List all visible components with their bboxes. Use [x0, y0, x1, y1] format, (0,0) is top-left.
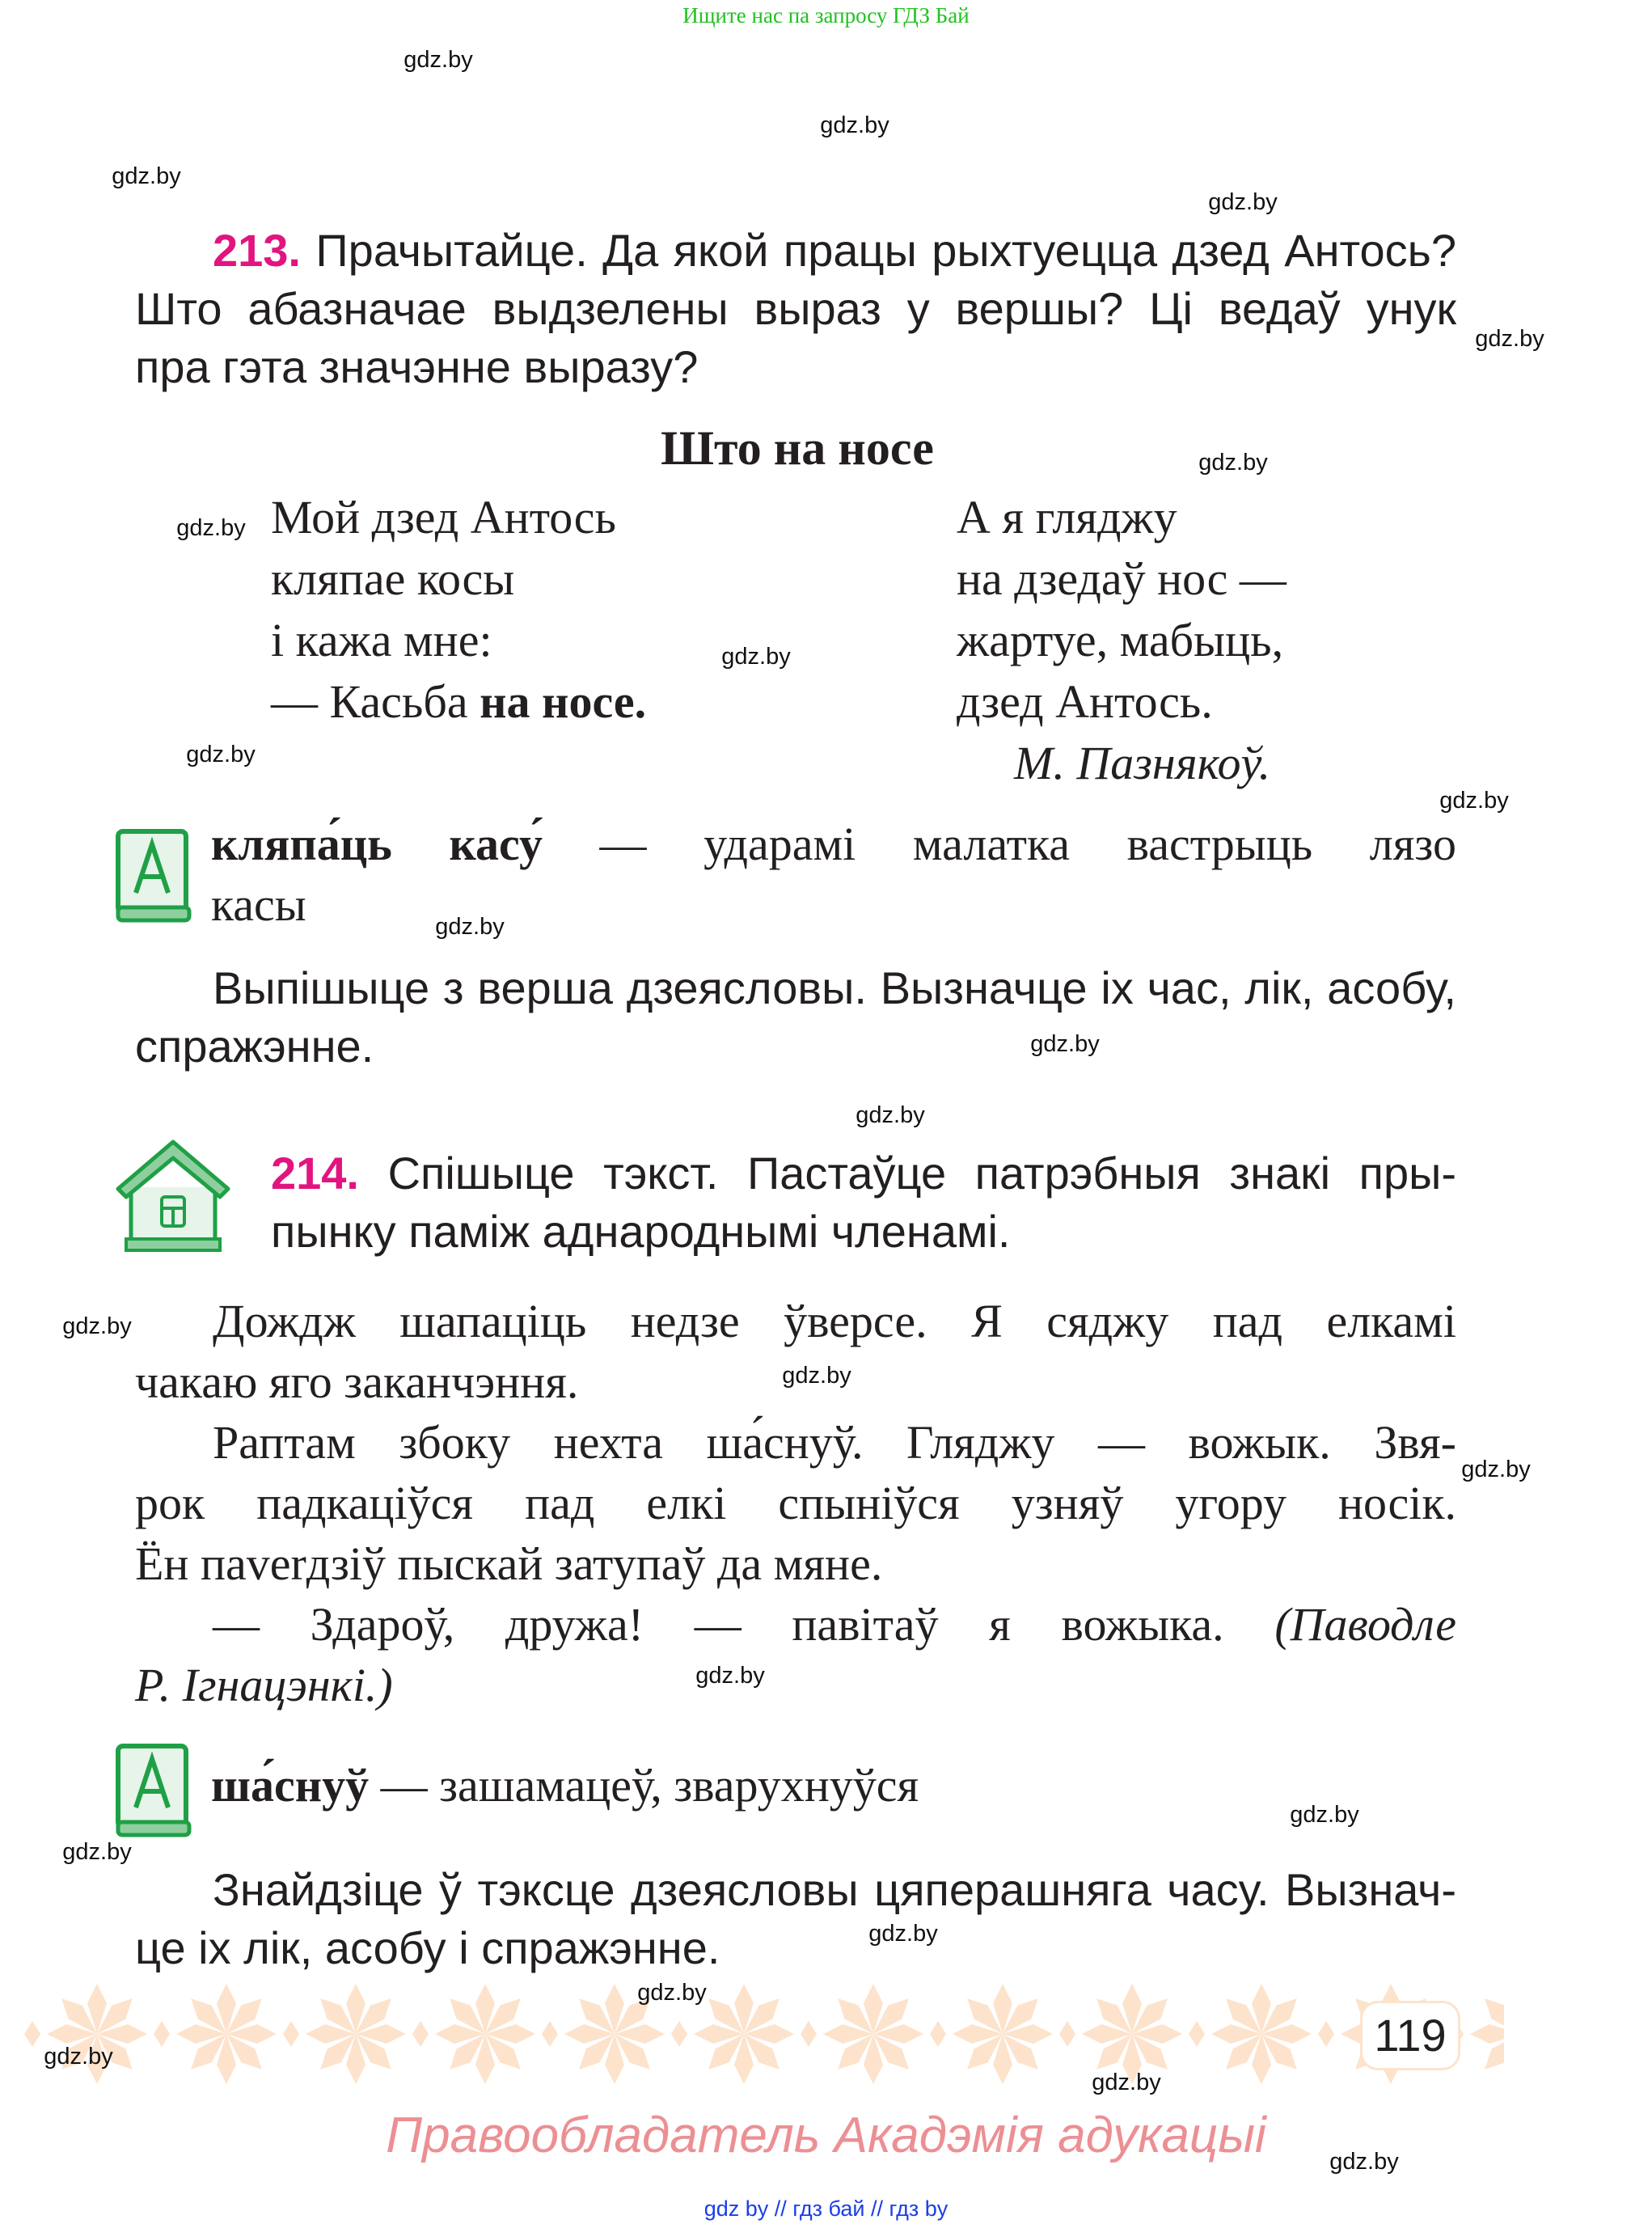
instruction-text: Спішыце тэкст. Пастаўце патрэбныя знакі пры- — [387, 1148, 1457, 1199]
text-line: Раптам збоку нехта ша́снуў. Гляджу — вожык. Звя- — [213, 1416, 1456, 1469]
glossary-entry-2 — [211, 1755, 1456, 1816]
watermark: gdz.by — [637, 1980, 707, 2006]
glossary-definition: — зашамацеў, зварухнуўся — [369, 1759, 919, 1812]
ornament-star — [435, 1984, 535, 2084]
dictionary-book-icon — [115, 828, 192, 925]
watermark: gdz.by — [176, 515, 246, 541]
watermark: gdz.by — [1030, 1031, 1100, 1057]
ornament-star — [306, 1984, 406, 2084]
watermark: gdz.by — [1475, 326, 1544, 352]
exercise-213-instructions — [135, 222, 1456, 396]
page-number: 119 — [1360, 2001, 1460, 2070]
exercise-number: 213. — [213, 225, 301, 276]
instruction-line: пра гэта значэнне выразу? — [135, 341, 699, 392]
search-hint-link[interactable]: Ищите нас па запросу ГДЗ Бай — [682, 3, 970, 27]
poem-line: дзед Антось. — [957, 675, 1213, 728]
instruction-text: Прачытайце. Да якой працы рыхтуецца дзед Антось? — [315, 225, 1457, 276]
ornament-star — [953, 1984, 1053, 2084]
ornament-diamond — [24, 2021, 40, 2047]
exercise-214-instructions — [271, 1144, 1456, 1261]
folk-ornament-band — [0, 1981, 1504, 2087]
instruction-line: Што абазначае выдзелены выраз у вершы? Ці ведаў унук — [135, 283, 1456, 334]
watermark: gdz.by — [435, 914, 505, 940]
watermark: gdz.by — [1439, 788, 1509, 814]
ornament-diamond — [283, 2021, 299, 2047]
exercise-number: 214. — [271, 1148, 359, 1199]
ornament-diamond — [542, 2021, 558, 2047]
text-line — [135, 1594, 1456, 1655]
watermark: gdz.by — [62, 1313, 132, 1339]
ornament-diamond — [671, 2021, 687, 2047]
highlighted-phrase: на носе. — [480, 675, 647, 728]
watermark: gdz.by — [403, 47, 473, 73]
task-line: Знайдзіце ў тэксце дзеясловы цяперашняга часу. Вызнач- — [213, 1864, 1456, 1915]
poem-line: кляпае косы — [271, 552, 515, 605]
watermark: gdz.by — [1461, 1457, 1531, 1482]
poem-right-column — [957, 487, 1287, 794]
watermark: gdz.by — [1290, 1802, 1359, 1828]
glossary-term: кляпа́ць касу́ — [211, 818, 543, 870]
ornament-diamond — [1059, 2021, 1075, 2047]
task-line: це іх лік, асобу і спражэнне. — [135, 1922, 720, 1973]
poem-line: жартуе, мабыць, — [957, 614, 1284, 666]
watermark: gdz.by — [1198, 450, 1268, 476]
watermark: gdz.by — [856, 1102, 925, 1128]
poem-line — [271, 671, 646, 733]
poem-left-column — [271, 487, 646, 733]
instruction-line — [135, 222, 1456, 280]
source-citation: Р. Ігнацэнкі.) — [135, 1659, 393, 1711]
watermark: gdz.by — [186, 742, 256, 767]
task-line: Выпішыце з верша дзеясловы. Вызначце іх час, лік, асобу, — [213, 962, 1456, 1013]
ornament-star — [1470, 1984, 1504, 2084]
glossary-term: ша́снуў — [211, 1759, 370, 1812]
ornament-star — [823, 1984, 923, 2084]
poem-line: А я гляджу — [957, 491, 1177, 543]
exercise-213-task — [135, 959, 1456, 1076]
exercise-214-task — [135, 1861, 1456, 1977]
poem-author: М. Пазнякоў. — [1014, 737, 1271, 789]
watermark: gdz.by — [782, 1363, 851, 1389]
text-segment: — Здароў, дружа! — павітаў я вожыка. — [213, 1598, 1275, 1651]
dictionary-book-icon — [115, 1743, 192, 1840]
glossary-entry-1 — [211, 814, 1456, 935]
poem-line: і кажа мне: — [271, 614, 492, 666]
watermark: gdz.by — [721, 644, 791, 670]
text-line: чакаю яго заканчэння. — [135, 1355, 579, 1408]
watermark: gdz.by — [820, 112, 889, 138]
ornament-diamond — [930, 2021, 946, 2047]
text-line: Ён пaverдзіў пыскай затупаў да мяне. — [135, 1537, 883, 1590]
watermark: gdz.by — [62, 1839, 132, 1865]
poem-line: на дзедаў нос — — [957, 552, 1287, 605]
exercise-214-text — [135, 1291, 1456, 1715]
poem-title: Што на носе — [661, 421, 934, 475]
ornament-diamond — [1318, 2021, 1334, 2047]
watermark: gdz.by — [112, 163, 181, 189]
watermark: gdz.by — [868, 1921, 938, 1947]
ornament-star — [1211, 1984, 1312, 2084]
copyright-notice: Правообладатель Акадэмія адукацыі — [386, 2108, 1266, 2163]
ornament-diamond — [412, 2021, 429, 2047]
glossary-line — [211, 1755, 1456, 1816]
watermark: gdz.by — [1092, 2070, 1161, 2095]
watermark: gdz.by — [44, 2044, 113, 2070]
ornament-diamond — [1189, 2021, 1205, 2047]
instruction-line — [271, 1144, 1456, 1203]
poem-line: Мой дзед Антось — [271, 491, 616, 543]
watermark: gdz.by — [1208, 189, 1278, 215]
footer-links[interactable]: gdz by // гдз бай // гдз by — [703, 2197, 949, 2221]
task-line: спражэнне. — [135, 1021, 374, 1072]
text-line: рок падкаціўся пад елкі спыніўся узняў угору носік. — [135, 1477, 1456, 1529]
home-task-house-icon — [115, 1139, 231, 1254]
glossary-line — [211, 814, 1456, 874]
ornament-diamond — [154, 2021, 170, 2047]
ornament-star — [694, 1984, 794, 2084]
glossary-definition: — ударамі малатка вастрыць лязо — [542, 818, 1456, 870]
ornament-diamond — [801, 2021, 817, 2047]
watermark: gdz.by — [1329, 2149, 1399, 2175]
source-citation: (Паводле — [1274, 1598, 1456, 1651]
watermark: gdz.by — [695, 1663, 765, 1689]
glossary-line: касы — [211, 878, 306, 931]
instruction-line: пынку паміж аднароднымі членамі. — [271, 1206, 1011, 1257]
ornament-star — [176, 1984, 277, 2084]
poem-text: — Касьба — [271, 675, 480, 728]
text-line: Дождж шапаціць недзе ўверсе. Я сяджу пад елкамі — [213, 1295, 1456, 1347]
